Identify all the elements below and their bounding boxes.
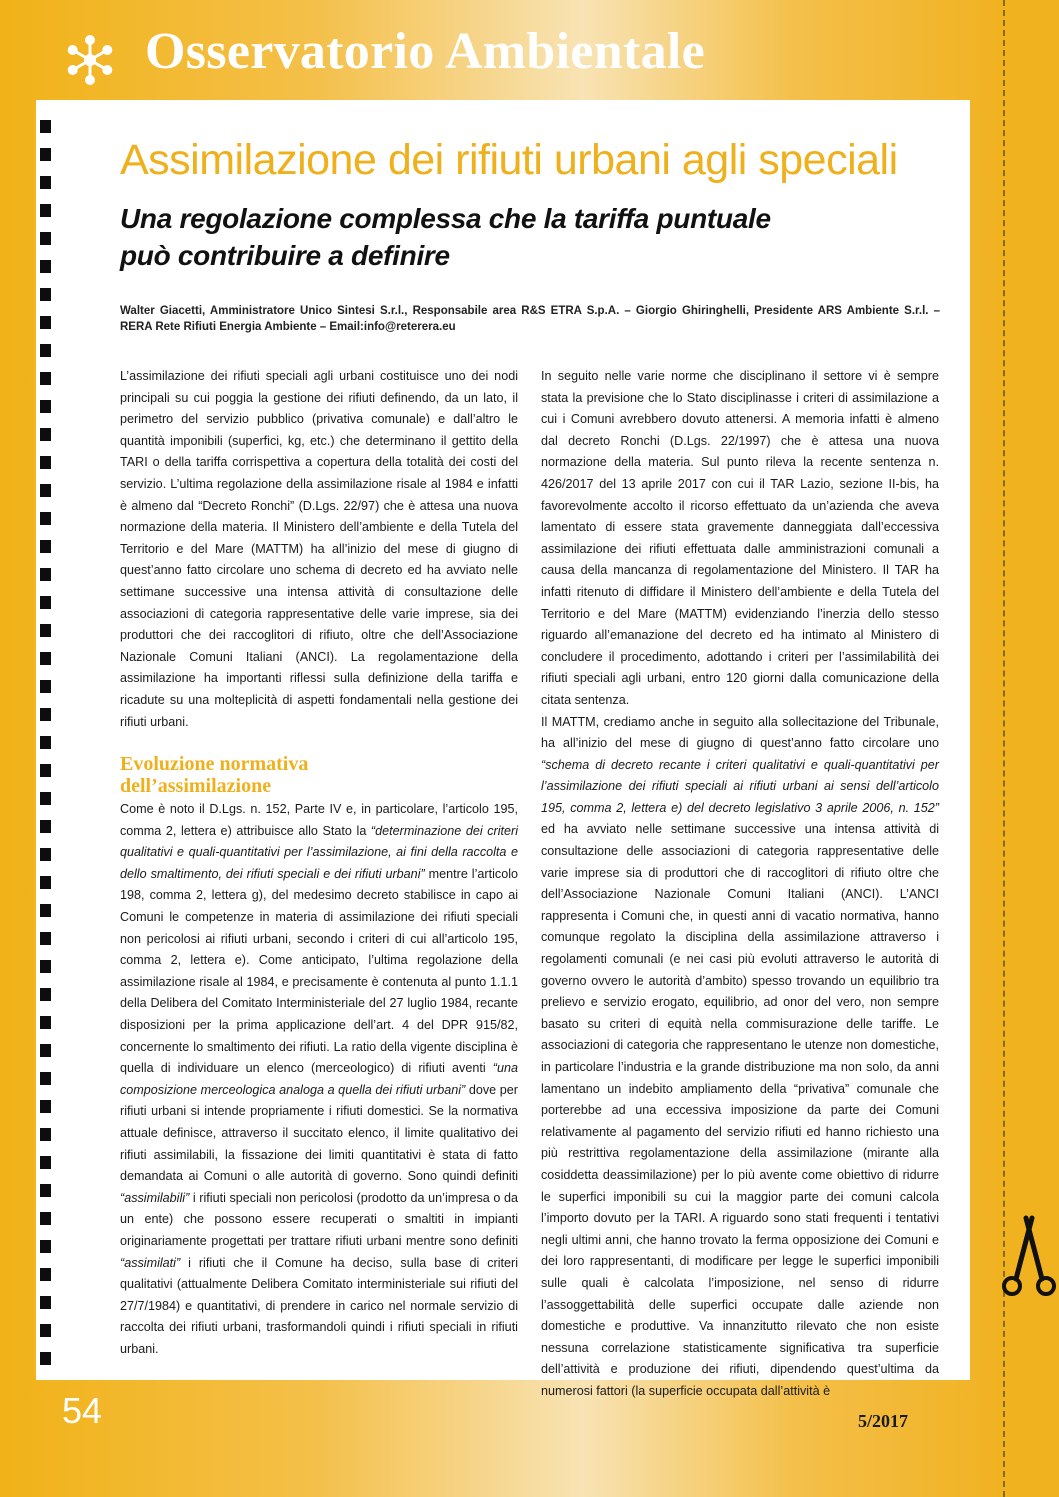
binding-mark bbox=[40, 344, 51, 357]
article-authors: Walter Giacetti, Amministratore Unico Sintesi S.r.l., Responsabile area R&S ETRA S.p.A. – Giorgio Ghiringhelli, Presidente ARS Ambiente S.r.l. – RERA Rete Rifiuti Energia Ambiente – Email:info@reterera.eu bbox=[120, 305, 940, 333]
binding-mark bbox=[40, 652, 51, 665]
right-column bbox=[541, 366, 939, 1403]
binding-mark bbox=[40, 540, 51, 553]
section-heading-line-2: dell’assimilazione bbox=[120, 775, 272, 798]
binding-mark bbox=[40, 1268, 51, 1281]
quote-run: “assimilati” bbox=[120, 1255, 181, 1270]
binding-mark bbox=[40, 1016, 51, 1029]
binding-mark bbox=[40, 1212, 51, 1225]
binding-mark bbox=[40, 624, 51, 637]
binding-mark bbox=[40, 764, 51, 777]
article-title: Assimilazione dei rifiuti urbani agli speciali bbox=[120, 136, 898, 184]
binding-mark bbox=[40, 820, 51, 833]
issue-number: 5/2017 bbox=[858, 1411, 909, 1431]
binding-mark bbox=[40, 1128, 51, 1141]
binding-mark bbox=[40, 988, 51, 1001]
binding-mark bbox=[40, 400, 51, 413]
section-header bbox=[0, 0, 995, 100]
binding-mark bbox=[40, 596, 51, 609]
binding-mark bbox=[40, 428, 51, 441]
page-number: 54 bbox=[62, 1390, 103, 1431]
binding-mark bbox=[40, 1184, 51, 1197]
binding-mark bbox=[40, 456, 51, 469]
binding-mark bbox=[40, 148, 51, 161]
section-heading bbox=[120, 753, 518, 797]
binding-mark bbox=[40, 1296, 51, 1309]
paragraph bbox=[541, 712, 939, 1403]
binding-mark bbox=[40, 1156, 51, 1169]
binding-mark bbox=[40, 484, 51, 497]
snowflake-asterisk-icon bbox=[60, 30, 120, 90]
binding-mark bbox=[40, 1240, 51, 1253]
quote-run: “schema di decreto recante i criteri qualitativi e quali-quantitativi per l’assimilazione dei rifiuti speciali ai rifiuti urbani ai sensi dell’articolo 195, comma 2, lettera e) del decreto legislativo 3 aprile 2006, n. 152” bbox=[541, 757, 939, 815]
binding-mark bbox=[40, 960, 51, 973]
binding-mark bbox=[40, 680, 51, 693]
binding-mark bbox=[40, 512, 51, 525]
binding-mark bbox=[40, 736, 51, 749]
binding-mark bbox=[40, 288, 51, 301]
text-run: i rifiuti che il Comune ha deciso, sulla base di criteri qualitativi (attualmente Delibera Comitato interministeriale sui rifiuti del 27/7/1984) e quantitativi, di prendere in carico nel normale servizio di raccolta dei rifiuti urbani, trasformandoli quindi i rifiuti speciali in rifiuti urbani. bbox=[120, 1255, 518, 1356]
binding-mark bbox=[40, 1324, 51, 1337]
text-run: i rifiuti speciali non pericolosi (prodotto da un’impresa o da un ente) che possono essere recuperati o smaltiti in impianti originariamente progettati per trattare rifiuti urbani mentre sono definiti bbox=[120, 1190, 518, 1248]
binding-mark bbox=[40, 120, 51, 133]
binding-mark bbox=[40, 904, 51, 917]
scissors-icon bbox=[1000, 1210, 1058, 1300]
binding-mark bbox=[40, 792, 51, 805]
binding-mark bbox=[40, 232, 51, 245]
binding-mark bbox=[40, 1352, 51, 1365]
binding-mark bbox=[40, 1072, 51, 1085]
binding-mark bbox=[40, 876, 51, 889]
binding-mark bbox=[40, 708, 51, 721]
subtitle-line-2: può contribuire a definire bbox=[120, 240, 450, 271]
binding-mark bbox=[40, 568, 51, 581]
binding-mark bbox=[40, 932, 51, 945]
paragraph: In seguito nelle varie norme che disciplinano il settore vi è sempre stata la previsione che lo Stato disciplinasse i criteri di assimilazione a cui i Comuni avrebbero dovuto attenersi. A memoria infatti è almeno dal decreto Ronchi (D.Lgs. 22/1997) che è attesa una nuova normazione della materia. Sul punto rileva la recente sentenza n. 426/2017 del 13 aprile 2017 con cui il TAR Lazio, sezione II-bis, ha favorevolmente accolto il ricorso effettuato da un’azienda che aveva lamentato di essere stata gravemente danneggiata dall’eccessiva assimilazione dei rifiuti effettuata dalle amministrazioni comunali a causa della mancanza di regolamentazione del Ministero. Il TAR ha infatti ritenuto di diffidare il Ministero dell’ambiente e della Tutela del Territorio e del Mare (MATTM) evidenziando l’inerzia dello stesso riguardo all’emanazione del decreto ed ha intimato al Ministero di concludere il procedimento, adottando i criteri per l’assimilabilità dei rifiuti speciali agli urbani, entro 120 giorni dalla comunicazione della citata sentenza. bbox=[541, 369, 939, 707]
article-subtitle bbox=[120, 200, 900, 274]
text-run: Come è noto il D.Lgs. n. 152, Parte IV e, in particolare, l’articolo 195, comma 2, lettera e) attribuisce allo Stato la bbox=[120, 802, 518, 838]
quote-run: “assimilabili” bbox=[120, 1190, 190, 1205]
binding-mark bbox=[40, 1100, 51, 1113]
text-run: dove per rifiuti urbani si intende propriamente i rifiuti domestici. Se la normativa attuale definisce, attraverso il succitato elenco, il limite qualitativo dei rifiuti assimilabili, la fissazione dei limiti quantitativi è stata di fatto demandata ai Comuni o alle autorità di governo. Sono quindi definiti bbox=[120, 1082, 518, 1184]
binding-mark bbox=[40, 204, 51, 217]
binding-mark bbox=[40, 1044, 51, 1057]
binding-mark bbox=[40, 176, 51, 189]
quote-run: “determinazione dei criteri qualitativi e quali-quantitativi per l’assimilazione, ai fini della raccolta e dello smaltimento, dei rifiuti speciali e dei rifiuti urbani” bbox=[120, 823, 518, 881]
text-run: mentre l’articolo 198, comma 2, lettera g), del medesimo decreto stabilisce in capo ai Comuni le competenze in materia di assimilazione dei rifiuti speciali non pericolosi ai rifiuti urbani, secondo i criteri di cui all’articolo 195, comma 2, lettera e). Come anticipato, l’ultima regolazione della assimilazione risale al 1984, e precisamente è contenuta al punto 1.1.1 della Delibera del Comitato Interministeriale del 27 luglio 1984, recante disposizioni per la prima applicazione dell’art. 4 del DPR 915/82, concernente lo smaltimento dei rifiuti. La ratio della vigente disciplina è quella di individuare un elenco (merceologico) di rifiuti aventi bbox=[120, 866, 518, 1076]
spiral-binding bbox=[40, 120, 64, 1380]
subtitle-line-1: Una regolazione complessa che la tariffa puntuale bbox=[120, 203, 771, 234]
quote-run: “una composizione merceologica analoga a quella dei rifiuti urbani” bbox=[120, 1061, 518, 1097]
text-run: ed ha avviato nelle settimane successive una intensa attività di consultazione delle associazioni di categoria rappresentative delle varie imprese sia di produttori che di raccoglitori di rifiuto oltre che dell’Associazione Nazionale Comuni Italiani (ANCI). L’ANCI rappresenta i Comuni che, in questi anni di vacatio normativa, hanno comunque regolato la disciplina della assimilazione attraverso i regolamenti comunali (e nei casi più evoluti attraverso le autorità di governo ovvero le autorità d’ambito) spesso trovando un equilibrio tra prelievo e servizio erogato, equilibrio, ad onor del vero, non sempre basato su criteri di equità nella commisurazione delle tariffe. Le associazioni di categoria che rappresentano le utenze non domestiche, in particolare l’industria e la grande distribuzione ma non solo, da anni lamentano un indebito ampliamento della “privativa” comunale che porterebbe ad una eccessiva imposizione da parte dei Comuni relativamente al pagamento del servizio rifiuti ed hanno richiesto una più restrittiva regolamentazione della assimilazione (mirante alla cosiddetta deassimilazione) per lo più avente come obiettivo di ridurre le superfici imponibili su cui la maggior parte dei comuni calcola l’importo dovuto per la TARI. A riguardo sono stati frequenti i tentativi negli ultimi anni, che hanno trovato la ferma opposizione dei Comuni e dei loro rappresentanti, di modificare per legge le superfici imponibili sulle quali è calcolata l’imposizione, nel senso di ridurre l’assoggettabilità delle superfici occupate dalle aziende non domestiche e produttive. Va innanzitutto rilevato che non esiste nessuna correlazione statisticamente significativa tra superficie dell’attività e produzione dei rifiuti, dipendendo quest’ultima da numerosi fattori (la superficie occupata dall’attività è bbox=[541, 822, 939, 1398]
text-run: Il MATTM, crediamo anche in seguito alla sollecitazione del Tribunale, ha all’inizio del mese di giugno di quest’anno fatto circolare uno bbox=[541, 714, 939, 751]
binding-mark bbox=[40, 316, 51, 329]
binding-mark bbox=[40, 848, 51, 861]
binding-mark bbox=[40, 372, 51, 385]
paragraph bbox=[120, 799, 518, 1360]
section-title: Osservatorio Ambientale bbox=[145, 23, 706, 80]
paragraph: L’assimilazione dei rifiuti speciali agli urbani costituisce uno dei nodi principali su cui poggia la gestione dei rifiuti definendo, da un lato, il perimetro del servizio pubblico (privativa comunale) e dall’altro le quantità imponibili (superfici, kg, etc.) che determinano il gettito della TARI o della tariffa corrispettiva a copertura della totalità dei costi del servizio. L’ultima regolazione della assimilazione risale al 1984 e infatti è almeno dal “Decreto Ronchi” (D.Lgs. 22/97) che è attesa una nuova normazione della materia. Il Ministero dell’ambiente e della Tutela del Territorio e del Mare (MATTM) ha all’inizio del mese di giugno di quest’anno fatto circolare uno schema di decreto ed ha avviato nelle settimane successive una intensa attività di consultazione delle associazioni di categoria rappresentative delle varie imprese, sia dei produttori che dei raccoglitori di rifiuto, oltre che dell’Associazione Nazionale Comuni Italiani (ANCI). La regolamentazione della assimilazione ha importanti riflessi sulla definizione della tariffa e ricadute su una molteplicità di aspetti fondamentali nella gestione dei rifiuti urbani. bbox=[120, 369, 518, 729]
left-column bbox=[120, 366, 518, 1361]
binding-mark bbox=[40, 260, 51, 273]
section-heading-line-1: Evoluzione normativa bbox=[120, 753, 309, 776]
